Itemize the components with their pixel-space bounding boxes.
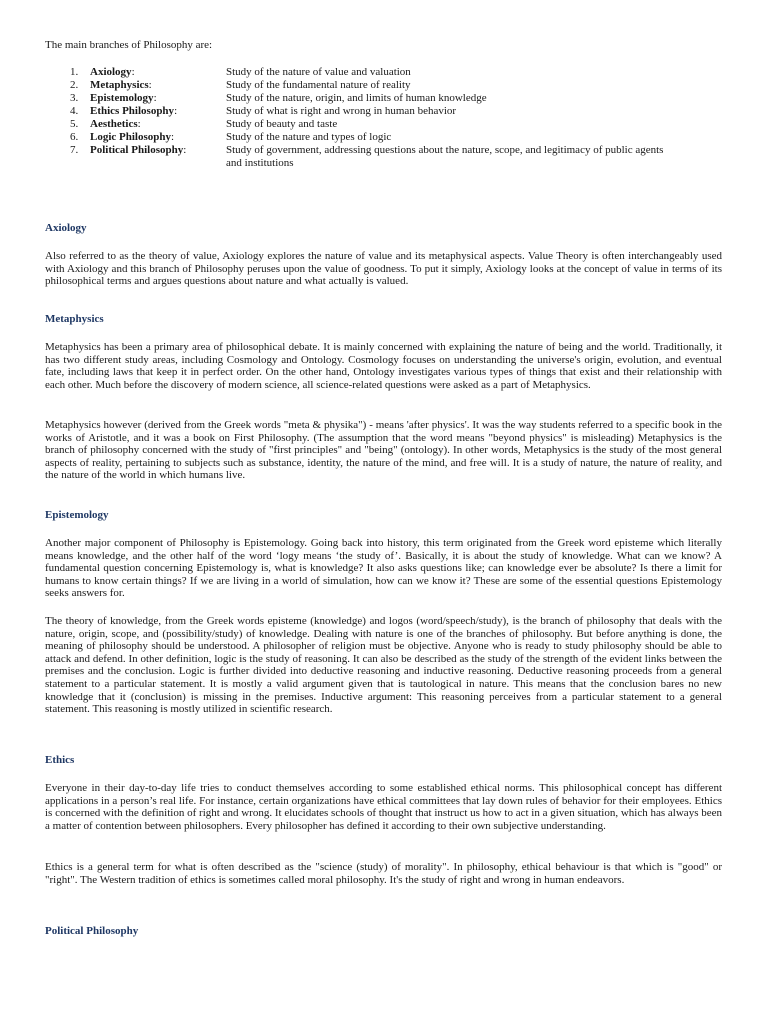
paragraph-epistemology-1: Another major component of Philosophy is Epistemology. Going back into history, this term originated from the Greek word episteme which literally means knowledge, and the other half of the word ‘logy means ‘the study of’. Basically, it is about the study of knowledge. What can we know? A fundamental question concerning Epistemology is, what is knowledge? It also asks questions like; can knowledge ever be absolute? Is there a limit for humans to know certain things? If we are living in a world of simulation, how can we know it? These are some of the essential questions Epistemology seeks answers for. (45, 537, 722, 600)
list-item-colon: : (131, 66, 135, 78)
list-item-name: Epistemology (90, 92, 154, 104)
heading-metaphysics: Metaphysics (45, 313, 104, 325)
list-item-number: 7. (70, 144, 79, 156)
paragraph-ethics-1: Everyone in their day-to-day life tries to conduct themselves according to some established ethical norms. This philosophical concept has different applications in a person’s real life. For instance, certain organizations have ethical committees that lay down rules of behavior for their employees. Ethics is concerned with the definition of right and wrong. It elucidates schools of thought that instruct us how to act in a given situation, which has always been a matter of contention between philosophers. Every philosopher has defined it according to their own subjective understanding. (45, 782, 722, 832)
list-item-number: 5. (70, 118, 79, 130)
list-item-description: Study of the nature, origin, and limits of human knowledge (226, 92, 487, 104)
list-item-description: Study of the nature and types of logic (226, 131, 392, 143)
list-item (45, 105, 722, 118)
list-item-number: 2. (70, 79, 79, 91)
list-item-colon: : (183, 144, 187, 156)
intro-text: The main branches of Philosophy are: (45, 39, 213, 51)
paragraph-axiology-1: Also referred to as the theory of value, Axiology explores the nature of value and its metaphysical aspects. Value Theory is often interchangeably used with Axiology and this branch of Philosophy peruses upon the value of goodness. To put it simply, Axiology looks at the concept of value in terms of its philosophical terms and argues questions about nature and what actually is valued. (45, 250, 722, 288)
list-item-number: 3. (70, 92, 79, 104)
list-item-colon: : (174, 105, 178, 117)
list-item (45, 118, 722, 131)
paragraph-metaphysics-1: Metaphysics has been a primary area of philosophical debate. It is mainly concerned with explaining the nature of being and the world. Traditionally, it has two different study areas, including Cosmology and Ontology. Cosmology focuses on understanding the universe's origin, evolution, and eventual fate, including laws that keep it in perfect order. On the other hand, Ontology investigates various types of things that exist and their relationship with each other. Much before the discovery of modern science, all science-related questions were asked as a part of Metaphysics. (45, 341, 722, 391)
list-item-colon: : (148, 79, 152, 91)
list-item-description: Study of what is right and wrong in human behavior (226, 105, 457, 117)
heading-epistemology: Epistemology (45, 509, 109, 521)
list-item-name: Metaphysics (90, 79, 149, 91)
heading-ethics: Ethics (45, 754, 75, 766)
list-item (45, 131, 722, 144)
heading-political-philosophy: Political Philosophy (45, 925, 139, 937)
paragraph-epistemology-2: The theory of knowledge, from the Greek words episteme (knowledge) and logos (word/speech/study), is the branch of philosophy that deals with the nature, origin, scope, and (possibility/study) of knowledge. Dealing with nature is one of the branches of philosophy. But before anything is done, the meaning of philosophy should be understood. A philosopher of religion must be objective. Anyone who is ready to study philosophy should be able to attack and defend. In other definition, logic is the study of reasoning. It can also be described as the study of the strength of the evident links between the premises and the conclusion. Logic is further divided into deductive reasoning and inductive reasoning. Deductive reasoning proceeds from a general statement to a particular statement. It is mostly a valid argument given that is tautological in nature. This means that the conclusion bares no new knowledge that it (conclusion) is missing in the premises. Inductive argument: This reasoning perceives from a particular statement to a general statement. This reasoning is mostly utilized in scientific research. (45, 615, 722, 716)
list-item (45, 144, 722, 170)
list-item-description: Study of government, addressing questions about the nature, scope, and legitimacy of public agents and institutions (226, 144, 664, 169)
branch-list (45, 66, 722, 170)
list-item-name: Logic Philosophy (90, 131, 171, 143)
list-item-name: Aesthetics (90, 118, 138, 130)
list-item (45, 79, 722, 92)
list-item-name: Political Philosophy (90, 144, 184, 156)
list-item-description: Study of beauty and taste (226, 118, 338, 130)
paragraph-metaphysics-2: Metaphysics however (derived from the Greek words "meta & physika") - means 'after physics'. It was the way students referred to a specific book in the works of Aristotle, and it was a book on First Philosophy. (The assumption that the word means "beyond physics" is misleading) Metaphysics is the branch of philosophy concerned with the study of "first principles" and "being" (ontology). In other words, Metaphysics is the study of the most general aspects of reality, pertaining to subjects such as substance, identity, the nature of the mind, and free will. It is a study of nature, the nature of reality, and the nature of the world in which humans live. (45, 419, 722, 482)
list-item-number: 6. (70, 131, 79, 143)
list-item-colon: : (171, 131, 175, 143)
paragraph-ethics-2: Ethics is a general term for what is often described as the "science (study) of morality". In philosophy, ethical behaviour is that which is "good" or "right". The Western tradition of ethics is sometimes called moral philosophy. It's the study of right and wrong in human endeavors. (45, 861, 722, 886)
list-item-description: Study of the nature of value and valuation (226, 66, 411, 78)
list-item-name: Axiology (90, 66, 132, 78)
list-item-number: 4. (70, 105, 79, 117)
list-item-description: Study of the fundamental nature of reality (226, 79, 411, 91)
list-item (45, 66, 722, 79)
heading-axiology: Axiology (45, 222, 87, 234)
list-item-colon: : (153, 92, 157, 104)
list-item-number: 1. (70, 66, 79, 78)
list-item (45, 92, 722, 105)
list-item-colon: : (137, 118, 141, 130)
list-item-name: Ethics Philosophy (90, 105, 175, 117)
